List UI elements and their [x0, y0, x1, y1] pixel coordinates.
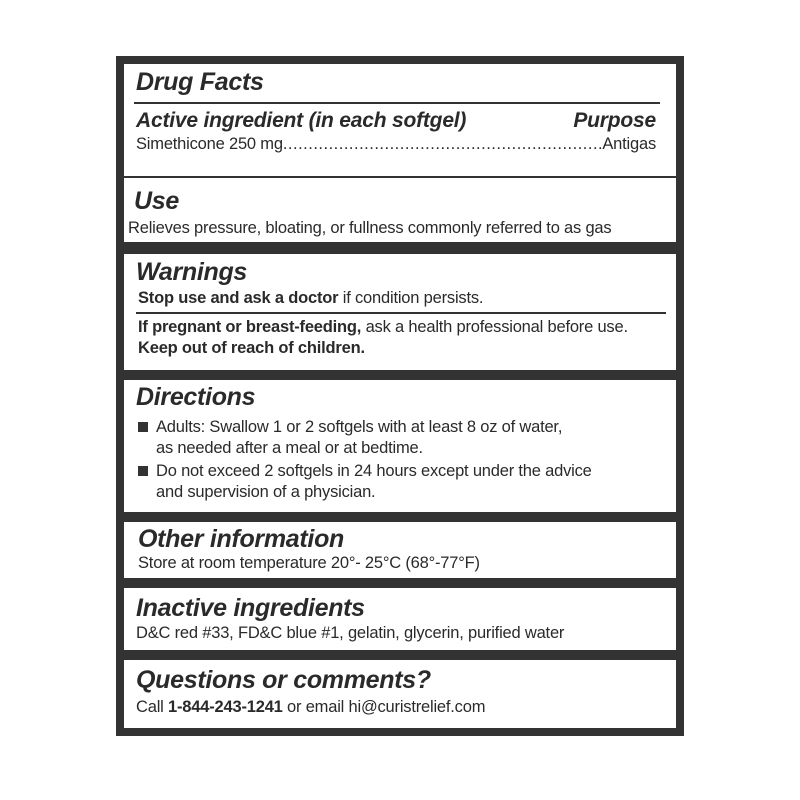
directions-item-line: Do not exceed 2 softgels in 24 hours except under the advice [156, 462, 592, 480]
questions-line [136, 694, 664, 718]
stop-use-rest: if condition persists. [338, 289, 484, 307]
directions-heading: Directions [136, 383, 256, 411]
square-bullet-icon [138, 422, 148, 432]
questions-heading: Questions or comments? [136, 666, 431, 694]
directions-item-line: as needed after a meal or at bedtime. [156, 439, 423, 457]
children-line [136, 338, 664, 359]
leader-dots [283, 134, 603, 155]
directions-item [136, 461, 664, 503]
inactive-ingredients-section [124, 588, 676, 650]
active-ingredient-row [136, 134, 656, 155]
call-prefix: Call [136, 698, 169, 716]
directions-item-line: and supervision of a physician. [156, 483, 376, 501]
email-text: or email hi@curistrelief.com [282, 698, 486, 716]
active-ingredient-purpose: Antigas [602, 135, 656, 153]
square-bullet-icon [138, 466, 148, 476]
drug-facts-title: Drug Facts [136, 68, 264, 96]
children-bold: Keep out of reach of children. [138, 339, 365, 357]
pregnant-line [136, 314, 664, 338]
stop-use-bold: Stop use and ask a doctor [138, 289, 339, 307]
other-information-text: Store at room temperature 20°- 25°C (68°-77°F) [138, 554, 480, 572]
title-rule [134, 102, 660, 104]
drug-facts-panel [116, 56, 684, 736]
questions-section [124, 660, 676, 728]
other-information-section [124, 522, 676, 578]
active-ingredient-name: Simethicone 250 mg [136, 135, 283, 153]
inactive-ingredients-text: D&C red #33, FD&C blue #1, gelatin, glycerin, purified water [136, 624, 565, 642]
directions-item-text [156, 417, 562, 459]
use-section [124, 178, 676, 242]
use-text: Relieves pressure, bloating, or fullness commonly referred to as gas [128, 219, 612, 237]
pregnant-bold: If pregnant or breast-feeding, [138, 318, 362, 336]
drug-facts-header-section [124, 64, 676, 176]
active-heading-row [136, 108, 664, 134]
use-heading: Use [134, 187, 179, 215]
pregnant-rest: ask a health professional before use. [361, 318, 628, 336]
stop-use-line [136, 286, 664, 309]
inactive-ingredients-heading: Inactive ingredients [136, 594, 365, 622]
directions-item-text [156, 461, 592, 503]
directions-item [136, 417, 664, 459]
purpose-heading: Purpose [573, 109, 656, 132]
directions-item-line: Adults: Swallow 1 or 2 softgels with at least 8 oz of water, [156, 418, 563, 436]
active-ingredient-heading: Active ingredient (in each softgel) [136, 109, 467, 132]
warnings-section [124, 254, 676, 370]
other-information-heading: Other information [138, 525, 345, 553]
directions-section [124, 380, 676, 512]
warnings-heading: Warnings [136, 258, 248, 286]
phone-number: 1-844-243-1241 [168, 698, 283, 716]
